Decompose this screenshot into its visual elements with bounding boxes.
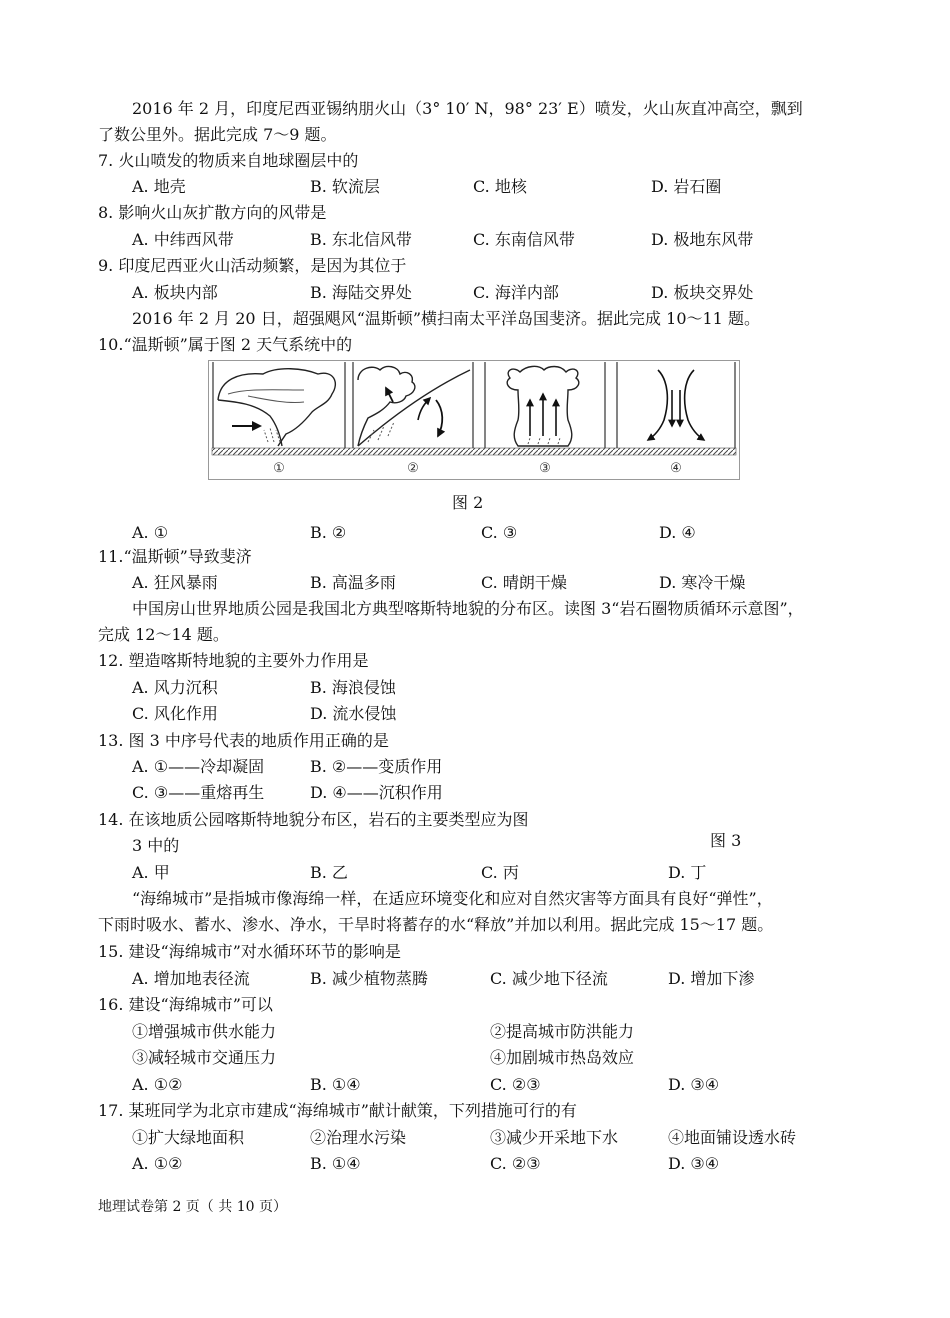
statement-4: ④地面铺设透水砖 bbox=[668, 1128, 797, 1147]
option-b[interactable]: B. ② bbox=[310, 523, 347, 542]
option-a[interactable]: A. ①② bbox=[132, 1154, 183, 1173]
statement-1: ①增强城市供水能力 bbox=[132, 1022, 277, 1041]
statement-1: ①扩大绿地面积 bbox=[132, 1128, 245, 1147]
option-a[interactable]: A. 增加地表径流 bbox=[132, 969, 250, 988]
question-11-stem: 11.“温斯顿”导致斐济 bbox=[98, 547, 252, 566]
question-17-options bbox=[0, 1153, 950, 1175]
option-d[interactable]: D. ③④ bbox=[668, 1154, 720, 1173]
panel-label-1: ① bbox=[273, 461, 285, 476]
option-b[interactable]: B. 海陆交界处 bbox=[310, 283, 412, 302]
question-15-options bbox=[0, 968, 950, 990]
option-a[interactable]: A. ① bbox=[132, 523, 169, 542]
option-a[interactable]: A. 中纬西风带 bbox=[132, 230, 234, 249]
question-14-stem-line1: 14. 在该地质公园喀斯特地貌分布区，岩石的主要类型应为图 bbox=[98, 810, 529, 829]
option-d[interactable]: D. 增加下渗 bbox=[668, 969, 755, 988]
option-d[interactable]: D. 流水侵蚀 bbox=[310, 704, 397, 723]
panel-label-4: ④ bbox=[670, 461, 682, 476]
passage-sponge-city-line1: “海绵城市”是指城市像海绵一样，在适应环境变化和应对自然灾害等方面具有良好“弹性”， bbox=[132, 889, 773, 908]
question-9-options bbox=[0, 282, 950, 304]
question-14-options bbox=[0, 862, 950, 884]
question-10-options bbox=[0, 522, 950, 544]
option-c[interactable]: C. 晴朗干燥 bbox=[481, 573, 567, 592]
panel-label-3: ③ bbox=[539, 461, 551, 476]
question-14-stem-line2: 3 中的 bbox=[132, 836, 180, 855]
option-b[interactable]: B. 海浪侵蚀 bbox=[310, 678, 396, 697]
option-c[interactable]: C. ③——重熔再生 bbox=[132, 783, 265, 802]
question-17-items bbox=[0, 1127, 950, 1149]
option-a[interactable]: A. 板块内部 bbox=[132, 283, 218, 302]
option-d[interactable]: D. 极地东风带 bbox=[651, 230, 754, 249]
statement-3: ③减少开采地下水 bbox=[490, 1128, 619, 1147]
option-d[interactable]: D. 丁 bbox=[668, 863, 707, 882]
figure-2-caption: 图 2 bbox=[452, 493, 484, 512]
question-12-options-row2 bbox=[0, 703, 950, 725]
option-c[interactable]: C. 减少地下径流 bbox=[490, 969, 608, 988]
option-b[interactable]: B. ①④ bbox=[310, 1075, 361, 1094]
option-d[interactable]: D. ④——沉积作用 bbox=[310, 783, 443, 802]
statement-4: ④加剧城市热岛效应 bbox=[490, 1048, 635, 1067]
question-13-options-row2 bbox=[0, 782, 950, 804]
question-13-options-row1 bbox=[0, 756, 950, 778]
option-b[interactable]: B. 软流层 bbox=[310, 177, 380, 196]
figure-2-weather-systems bbox=[208, 360, 740, 480]
question-8-options bbox=[0, 229, 950, 251]
option-a[interactable]: A. 风力沉积 bbox=[132, 678, 218, 697]
statement-3: ③减轻城市交通压力 bbox=[132, 1048, 277, 1067]
passage-hurricane: 2016 年 2 月 20 日，超强飓风“温斯顿”横扫南太平洋岛国斐济。据此完成 10～11 题。 bbox=[132, 309, 760, 328]
panel-label-2: ② bbox=[407, 461, 419, 476]
option-a[interactable]: A. ①② bbox=[132, 1075, 183, 1094]
option-a[interactable]: A. ①——冷却凝固 bbox=[132, 757, 265, 776]
option-b[interactable]: B. 乙 bbox=[310, 863, 348, 882]
option-c[interactable]: C. 海洋内部 bbox=[473, 283, 559, 302]
option-a[interactable]: A. 狂风暴雨 bbox=[132, 573, 218, 592]
question-11-options bbox=[0, 572, 950, 594]
option-c[interactable]: C. 丙 bbox=[481, 863, 519, 882]
question-7-options bbox=[0, 176, 950, 198]
question-16-options bbox=[0, 1074, 950, 1096]
statement-2: ②治理水污染 bbox=[310, 1128, 407, 1147]
question-16-items-row1 bbox=[0, 1021, 950, 1043]
question-16-items-row2 bbox=[0, 1047, 950, 1069]
question-7-stem: 7. 火山喷发的物质来自地球圈层中的 bbox=[98, 151, 359, 170]
passage-karst-line2: 完成 12～14 题。 bbox=[98, 625, 229, 644]
option-c[interactable]: C. 风化作用 bbox=[132, 704, 218, 723]
question-16-stem: 16. 建设“海绵城市”可以 bbox=[98, 995, 273, 1014]
question-9-stem: 9. 印度尼西亚火山活动频繁，是因为其位于 bbox=[98, 256, 407, 275]
option-a[interactable]: A. 甲 bbox=[132, 863, 170, 882]
option-d[interactable]: D. 板块交界处 bbox=[651, 283, 754, 302]
question-8-stem: 8. 影响火山灰扩散方向的风带是 bbox=[98, 203, 327, 222]
option-c[interactable]: C. ②③ bbox=[490, 1075, 541, 1094]
option-b[interactable]: B. 高温多雨 bbox=[310, 573, 396, 592]
page-footer: 地理试卷第 2 页（ 共 10 页） bbox=[98, 1199, 287, 1215]
option-a[interactable]: A. 地壳 bbox=[132, 177, 186, 196]
option-c[interactable]: C. ②③ bbox=[490, 1154, 541, 1173]
passage-sponge-city-line2: 下雨时吸水、蓄水、渗水、净水，干旱时将蓄存的水“释放”并加以利用。据此完成 15～17 题。 bbox=[98, 915, 774, 934]
statement-2: ②提高城市防洪能力 bbox=[490, 1022, 635, 1041]
option-b[interactable]: B. ②——变质作用 bbox=[310, 757, 443, 776]
passage-volcano-line1: 2016 年 2 月，印度尼西亚锡纳朋火山（3° 10′ N，98° 23′ E）喷发，火山灰直冲高空，飘到 bbox=[132, 99, 803, 118]
question-15-stem: 15. 建设“海绵城市”对水循环环节的影响是 bbox=[98, 942, 401, 961]
option-b[interactable]: B. ①④ bbox=[310, 1154, 361, 1173]
passage-karst-line1: 中国房山世界地质公园是我国北方典型喀斯特地貌的分布区。读图 3“岩石圈物质循环示意图”， bbox=[132, 599, 804, 618]
question-12-options-row1 bbox=[0, 677, 950, 699]
question-17-stem: 17. 某班同学为北京市建成“海绵城市”献计献策，下列措施可行的有 bbox=[98, 1101, 577, 1120]
option-b[interactable]: B. 东北信风带 bbox=[310, 230, 412, 249]
option-c[interactable]: C. 东南信风带 bbox=[473, 230, 575, 249]
option-d[interactable]: D. ④ bbox=[659, 523, 696, 542]
question-13-stem: 13. 图 3 中序号代表的地质作用正确的是 bbox=[98, 731, 389, 750]
option-b[interactable]: B. 减少植物蒸腾 bbox=[310, 969, 428, 988]
passage-volcano-line2: 了数公里外。据此完成 7～9 题。 bbox=[98, 125, 337, 144]
option-c[interactable]: C. ③ bbox=[481, 523, 518, 542]
option-c[interactable]: C. 地核 bbox=[473, 177, 527, 196]
question-12-stem: 12. 塑造喀斯特地貌的主要外力作用是 bbox=[98, 651, 369, 670]
option-d[interactable]: D. 岩石圈 bbox=[651, 177, 722, 196]
option-d[interactable]: D. ③④ bbox=[668, 1075, 720, 1094]
option-d[interactable]: D. 寒冷干燥 bbox=[659, 573, 746, 592]
question-10-stem: 10.“温斯顿”属于图 2 天气系统中的 bbox=[98, 335, 353, 354]
figure-3-caption: 图 3 bbox=[710, 831, 742, 850]
